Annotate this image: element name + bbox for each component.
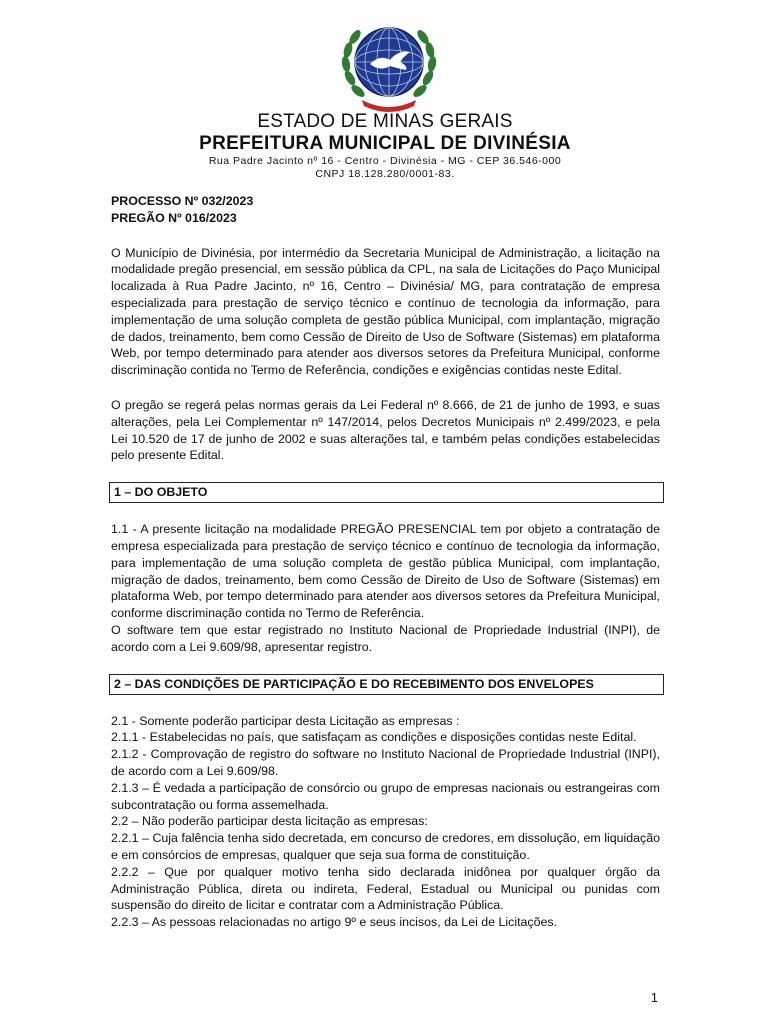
section-1-heading: 1 – DO OBJETO [109, 482, 664, 503]
intro-paragraph-2: O pregão se regerá pelas normas gerais da Lei Federal nº 8.666, de 21 de junho de 1993, e suas alterações, pela Lei Complementar nº 147/2014, pelos Decretos Municipais nº 2.499/2023, e pela Lei 10.520 de 17 de junho de 2002 e suas alterações tal, e também pelas condições estabelecidas pelo presente Edital. [111, 397, 660, 463]
page-number: 1 [650, 990, 658, 1005]
section-2-heading: 2 – DAS CONDIÇÕES DE PARTICIPAÇÃO E DO RECEBIMENTO DOS ENVELOPES [109, 674, 664, 695]
clause-item: 2.2.2 – Que por qualquer motivo tenha sido declarada inidônea por qualquer órgão da Administração Pública, direta ou indireta, Federal, Estadual ou Municipal ou punidas com suspensão do direito de licitar e contratar com a Administração Pública. [111, 864, 660, 913]
municipal-crest-logo [336, 16, 442, 112]
section-1-paragraph-1: 1.1 - A presente licitação na modalidade PREGÃO PRESENCIAL tem por objeto a contratação de empresa especializada para prestação de serviço técnico e contínuo de tecnologia da informação, para implementação de uma solução completa de gestão pública Municipal, com implantação, migração de dados, treinamento, bem como Cessão de Direito de Uso de Software (Sistemas) em plataforma Web, por tempo determinado para atender aos diversos setores da Prefeitura Municipal, conforme discriminação contida no Termo de Referência. [111, 522, 660, 621]
clause-item: 2.1 - Somente poderão participar desta Licitação as empresas : [111, 713, 460, 728]
clause-item: 2.1.3 – É vedada a participação de consórcio ou grupo de empresas nacionais ou estrangeiras com subcontratação ou forma assemelhada. [111, 780, 660, 812]
pregao-number: PREGÃO Nº 016/2023 [111, 210, 237, 225]
clause-item: 2.2.3 – As pessoas relacionadas no artigo 9º e seus incisos, da Lei de Licitações. [111, 915, 558, 930]
intro-paragraph-1: O Município de Divinésia, por intermédio da Secretaria Municipal de Administração, a licitação na modalidade pregão presencial, em sessão pública da CPL, na sala de Licitações do Paço Municipal localizada à Rua Padre Jacinto, nº 16, Centro – Divinésia/ MG, para contratação de empresa especializada para prestação de serviço técnico e contínuo de tecnologia da informação, para implementação de uma solução completa de gestão pública Municipal, com implantação, migração de dados, treinamento, bem como Cessão de Direito de Uso de Software (Sistemas) em plataforma Web, por tempo determinado para atender aos diversos setores da Prefeitura Municipal, conforme discriminação contida no Termo de Referência, condições e exigências contidas neste Edital. [111, 245, 660, 378]
process-number: PROCESSO Nº 032/2023 [111, 194, 254, 208]
city-hall-name: PREFEITURA MUNICIPAL DE DIVINÉSIA [199, 133, 571, 154]
address-line: Rua Padre Jacinto nº 16 - Centro - Divinésia - MG - CEP 36.546-000 [208, 155, 562, 167]
clause-item: 2.1.2 - Comprovação de registro do software no Instituto Nacional de Propriedade Industrial (INPI), de acordo com a Lei 9.609/98. [111, 747, 660, 778]
document-body [111, 193, 660, 931]
document-header [0, 111, 770, 181]
state-name: ESTADO DE MINAS GERAIS [257, 111, 513, 132]
clause-item: 2.1.1 - Estabelecidas no país, que satisfaçam as condições e disposições contidas neste Edital. [111, 730, 637, 745]
clause-item: 2.2.1 – Cuja falência tenha sido decretada, em concurso de credores, em dissolução, em liquidação e em consórcios de empresas, qualquer que seja sua forma de constituição. [111, 831, 660, 862]
cnpj-line: CNPJ 18.128.280/0001-83. [315, 168, 455, 180]
clause-item: 2.2 – Não poderão participar desta licitação as empresas: [111, 814, 428, 829]
section-1-paragraph-2: O software tem que estar registrado no Instituto Nacional de Propriedade Industrial (INPI), de acordo com a Lei 9.609/98, apresentar registro. [111, 622, 660, 654]
